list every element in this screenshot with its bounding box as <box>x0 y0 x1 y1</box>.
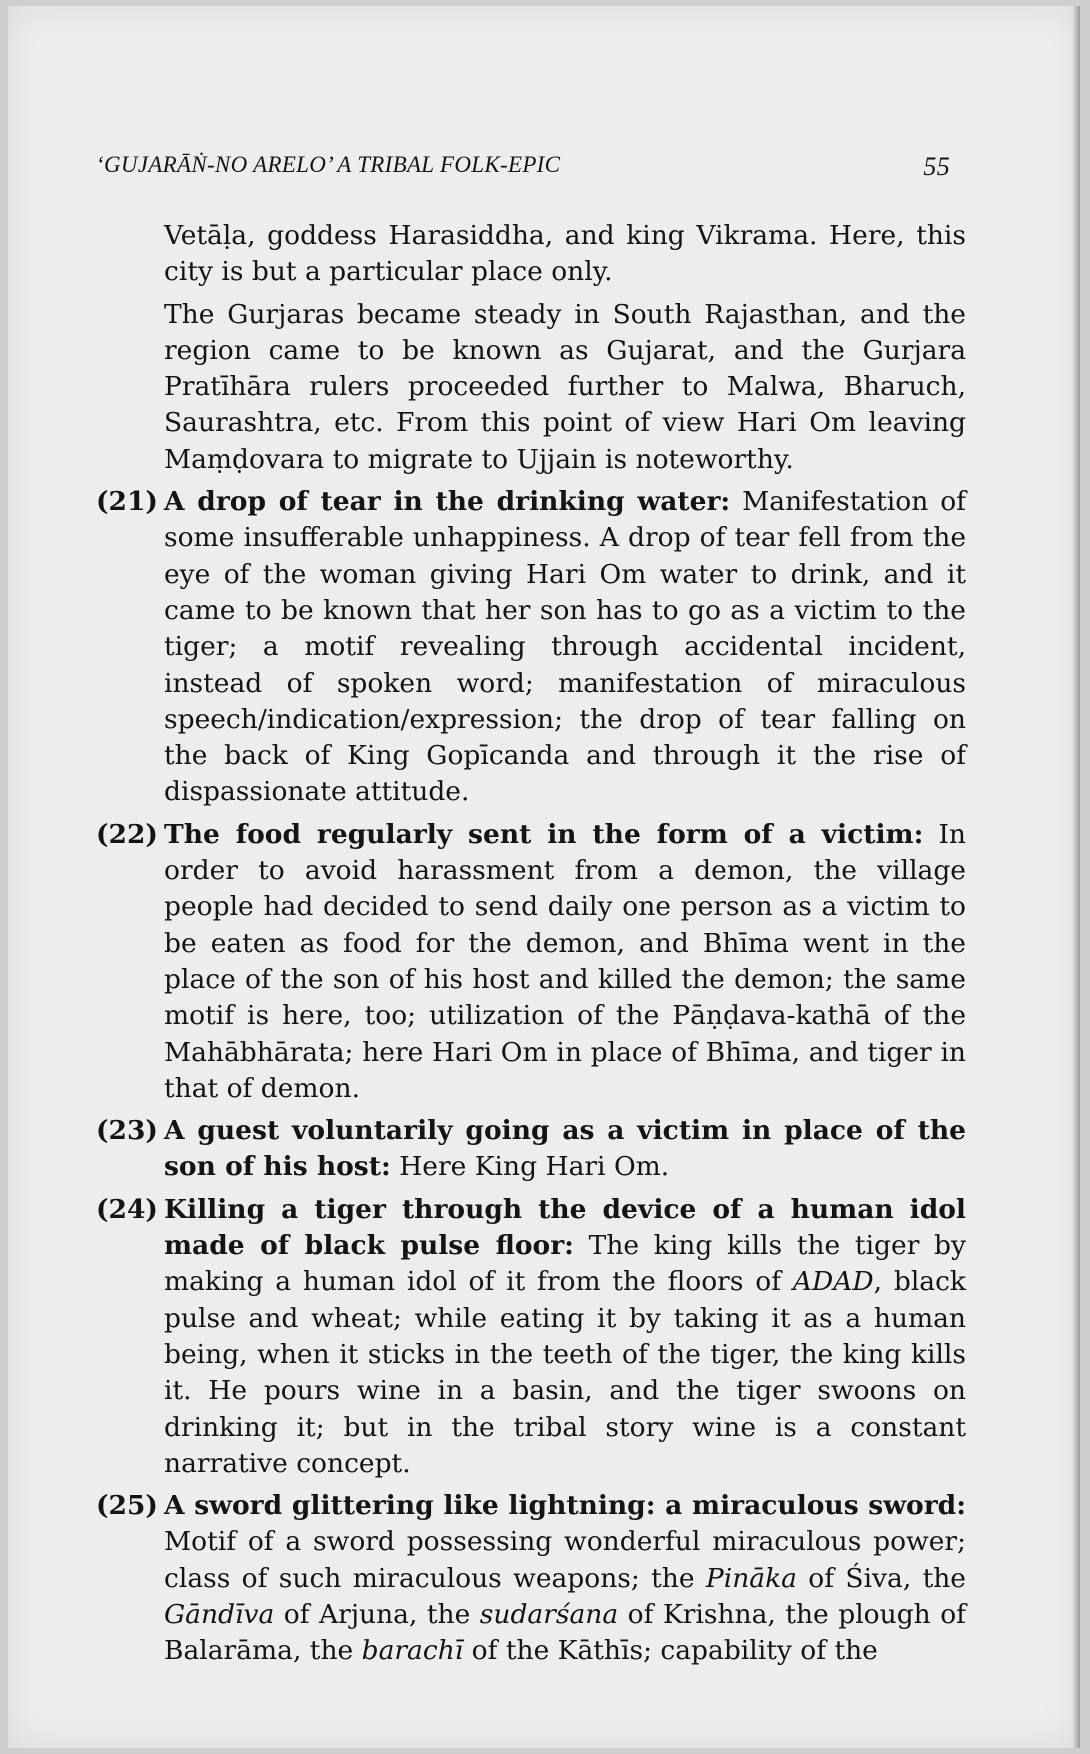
item-text: , black pulse and wheat; while eating it by taking it as a human being, when it sticks in the teeth of the tiger, the king kills it. He pours wine in a basin, and the tiger swoons on drinking it; but in the tribal story wine is a constant narrative concept. <box>164 1266 966 1479</box>
item-heading: The food regularly sent in the form of a victim: <box>164 818 924 850</box>
page-body <box>96 218 966 1676</box>
page-edge-shadow <box>1072 6 1080 1748</box>
item-emphasis: Gāndīva <box>164 1598 275 1630</box>
running-title: ‘GUJARĀṄ-NO ARELO’ A TRIBAL FOLK-EPIC <box>96 152 561 177</box>
item-number: (22) <box>96 818 158 850</box>
item-text: The king kills the tiger by making a human idol of it from the floors of <box>164 1230 966 1298</box>
item-heading: A guest voluntarily going as a victim in place of the son of his host: <box>164 1115 966 1183</box>
item-text: of Krishna, the plough of Balarāma, the <box>164 1598 966 1667</box>
item-text: of Śiva, the <box>796 1562 966 1594</box>
item-text: In order to avoid harassment from a demon, the village people had decided to send daily one person as a victim to be eaten as food for the demon, and Bhīma went in the place of the son of his host and killed the demon; the same motif is here, too; utilization of the Pāṇḍava-kathā of the Mahābhārata; here Hari Om in place of Bhīma, and tiger in that of demon. <box>164 818 966 1104</box>
item-text: of the Kāthīs; capability of the <box>463 1635 878 1667</box>
item-number: (23) <box>96 1115 158 1147</box>
item-text: Motif of a sword possessing wonderful miraculous power; class of such miraculous weapons; the <box>164 1526 966 1594</box>
item-emphasis: ADAD <box>792 1266 874 1298</box>
item-text: Here King Hari Om. <box>390 1151 670 1183</box>
paragraph: Vetāḷa, goddess Harasiddha, and king Vikrama. Here, this city is but a particular place only. <box>164 220 966 288</box>
item-emphasis: Pināka <box>705 1562 797 1594</box>
paragraph: The Gurjaras became steady in South Rajasthan, and the region came to be known as Gujarat, and the Gurjara Pratīhāra rulers proceeded further to Malwa, Bharuch, Saurashtra, etc. From this point of view Hari Om leaving Maṃḍovara to migrate to Ujjain is noteworthy. <box>164 298 966 475</box>
motif-item-25 <box>96 1488 966 1669</box>
page-number: 55 <box>923 152 950 181</box>
item-heading: Killing a tiger through the device of a human idol made of black pulse floor: <box>164 1193 966 1262</box>
item-heading: A drop of tear in the drinking water: <box>164 486 731 518</box>
motif-item-24 <box>96 1192 966 1482</box>
item-heading: A sword glittering like lightning: a miraculous sword: <box>164 1490 966 1522</box>
book-page <box>8 6 1080 1748</box>
item-number: (21) <box>96 486 158 518</box>
item-number: (24) <box>96 1193 158 1225</box>
motif-item-23 <box>96 1113 966 1186</box>
item-text: of Arjuna, the <box>274 1598 480 1630</box>
item-emphasis: barachī <box>361 1635 464 1667</box>
item-number: (25) <box>96 1490 158 1522</box>
motif-item-22 <box>96 817 966 1107</box>
item-emphasis: sudarśana <box>479 1598 619 1630</box>
item-text: Manifestation of some insufferable unhappiness. A drop of tear fell from the eye of the woman giving Hari Om water to drink, and it came to be known that her son has to go as a victim to the tiger; a motif revealing through accidental incident, instead of spoken word; manifestation of miraculous speech/indication/expression; the drop of tear falling on the back of King Gopīcanda and through it the rise of dispassionate attitude. <box>164 486 966 808</box>
motif-item-21 <box>96 484 966 811</box>
